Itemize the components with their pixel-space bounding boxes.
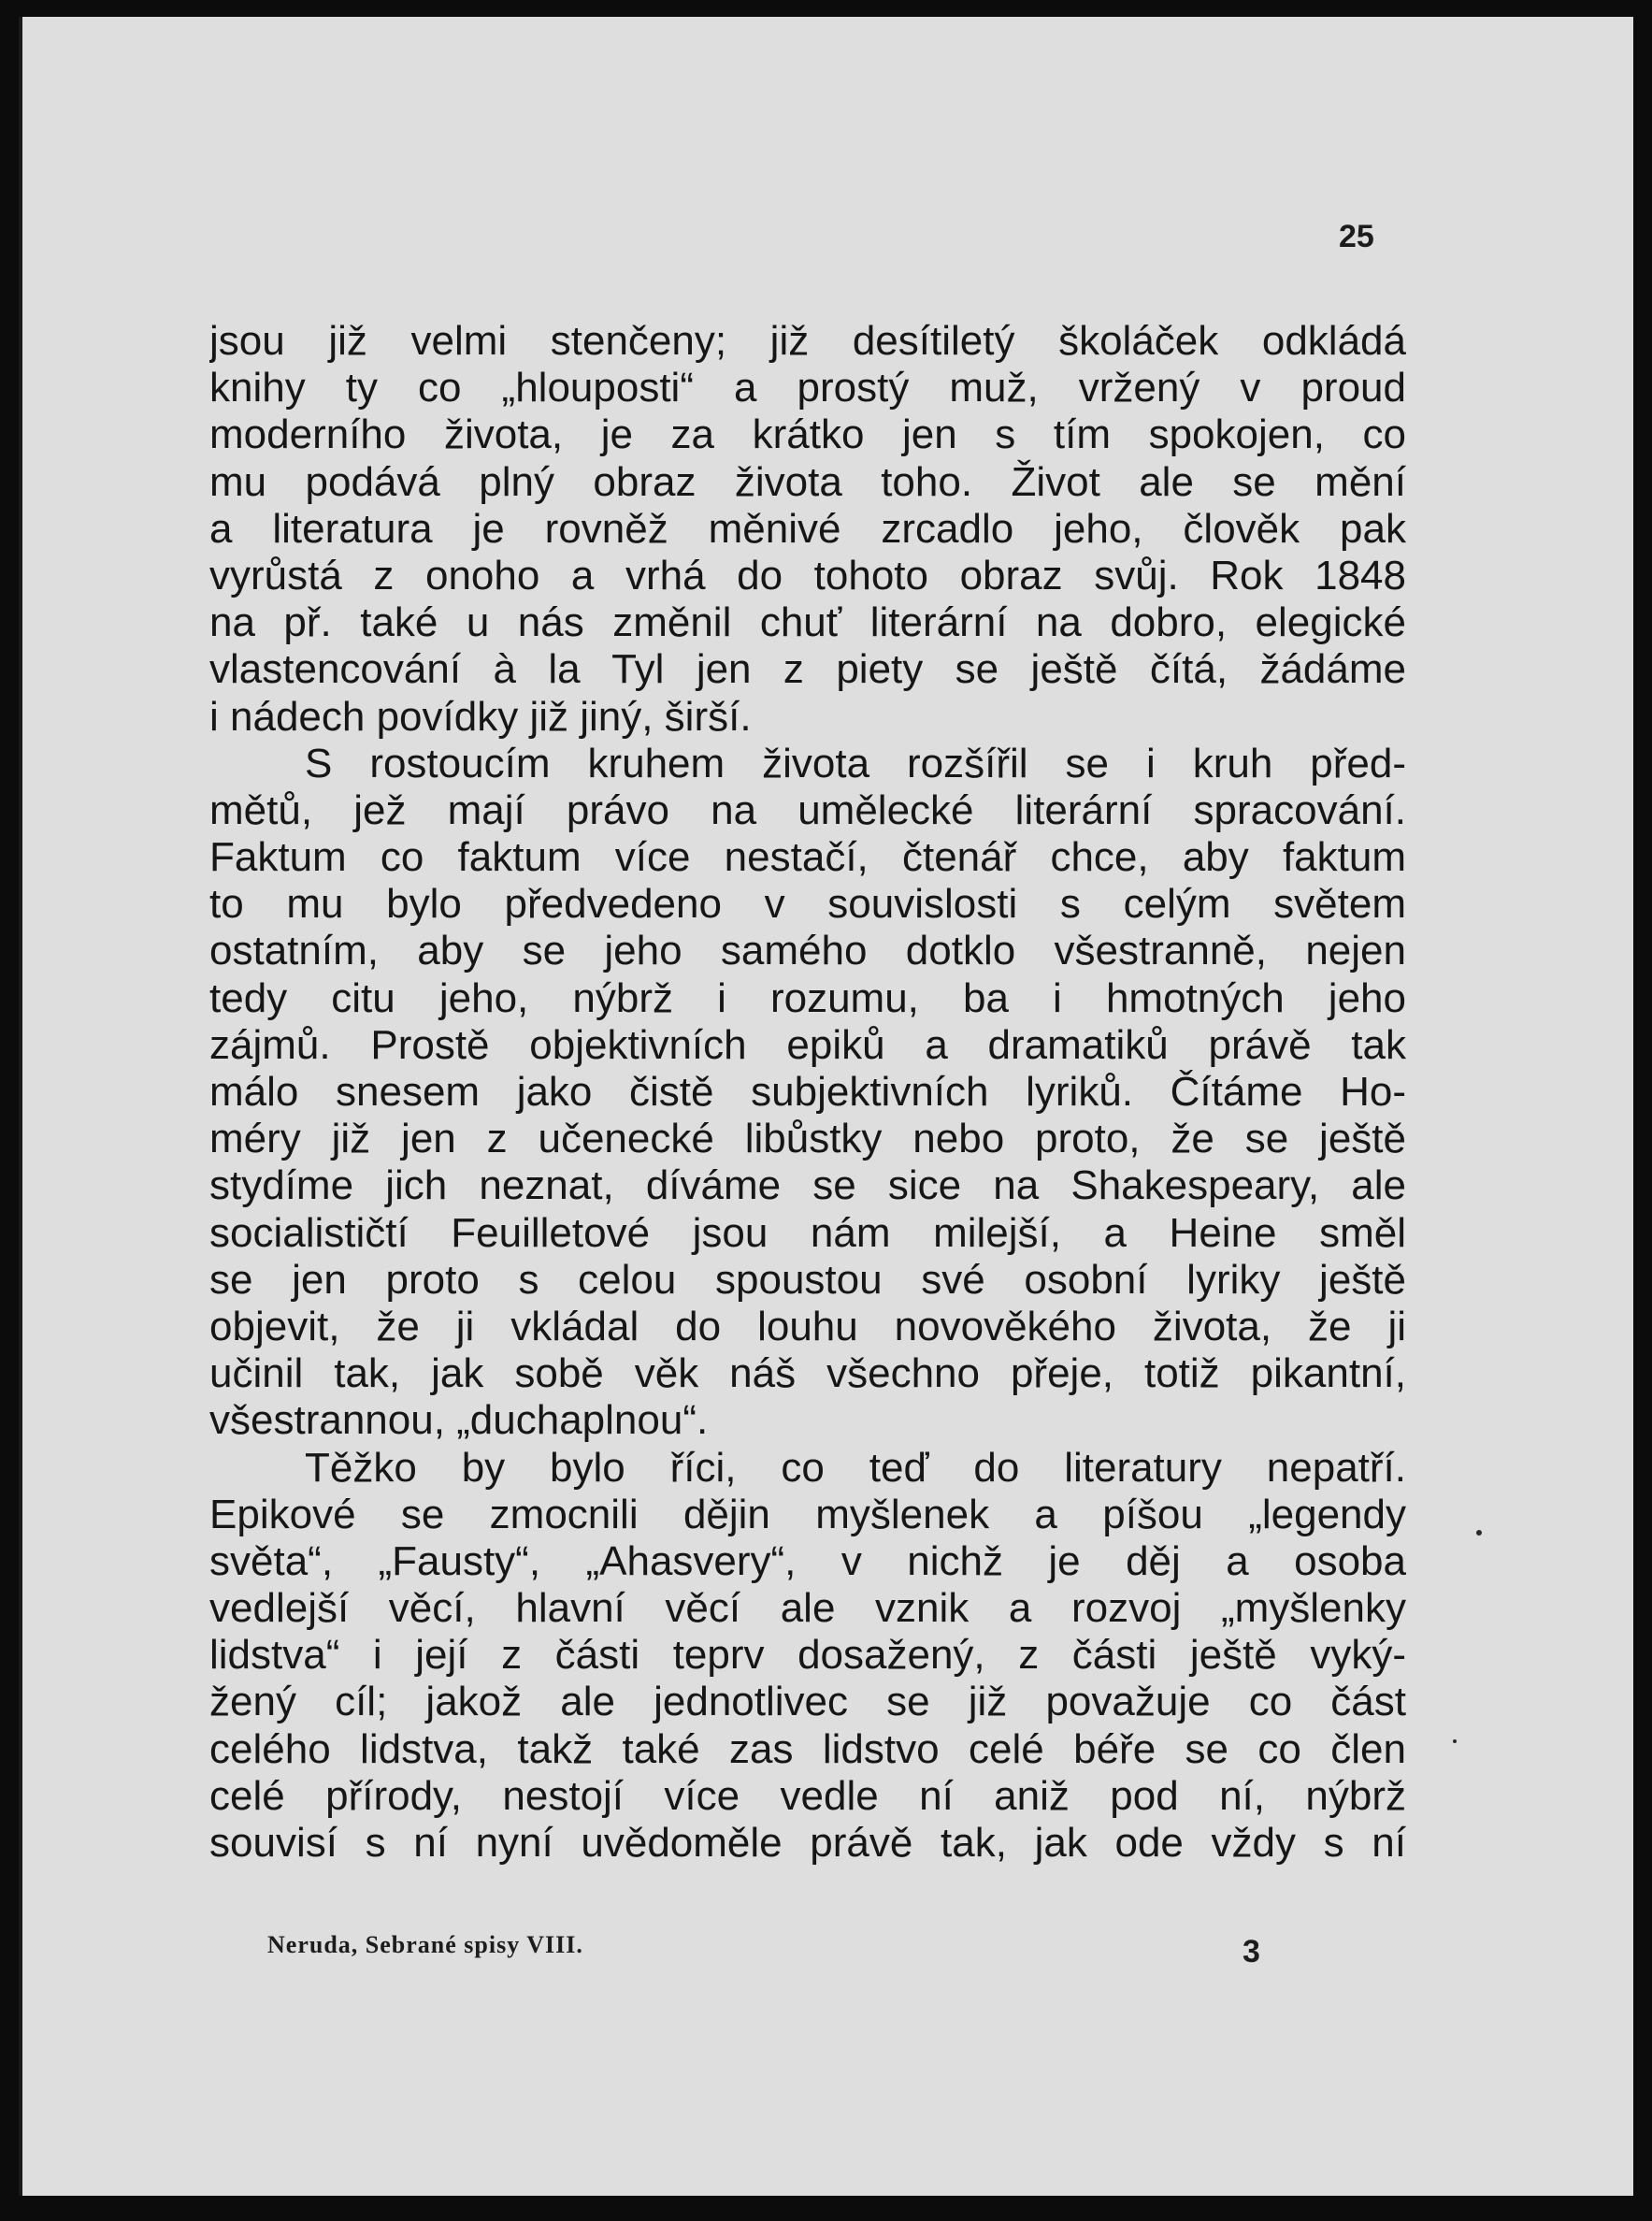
text-line: žený cíl; jakož ale jednotlivec se již považuje co část — [209, 1679, 1406, 1725]
text-line: zájmů. Prostě objektivních epiků a dramatiků právě tak — [209, 1021, 1406, 1068]
text-line: ostatním, aby se jeho samého dotklo všestranně, nejen — [209, 928, 1406, 974]
text-line: i nádech povídky již jiný, širší. — [209, 693, 752, 740]
text-line: knihy ty co „hlouposti“ a prostý muž, vržený v proud — [209, 365, 1406, 411]
text-line: socialističtí Feuilletové jsou nám milejší, a Heine směl — [209, 1209, 1406, 1256]
text-line: jsou již velmi stenčeny; již desítiletý školáček odkládá — [209, 318, 1406, 364]
text-line: S rostoucím kruhem života rozšířil se i kruh před- — [305, 740, 1406, 786]
text-line: objevit, že ji vkládal do louhu novověkého života, že ji — [209, 1303, 1406, 1349]
text-line: stydíme jich neznat, díváme se sice na Shakespeary, ale — [209, 1162, 1406, 1209]
text-line: všestrannou, „duchaplnou“. — [209, 1397, 709, 1444]
text-line: a literatura je rovněž měnivé zrcadlo jeho, člověk pak — [209, 505, 1406, 552]
text-line: celého lidstva, takž také zas lidstvo celé béře se co člen — [209, 1725, 1406, 1772]
body-text — [209, 318, 1406, 1867]
text-line: Těžko by bylo říci, co teď do literatury nepatří. — [305, 1444, 1406, 1491]
text-line: vlastencování à la Tyl jen z piety se ještě čítá, žádáme — [209, 646, 1406, 693]
text-line: mětů, jež mají právo na umělecké literární spracování. — [209, 786, 1406, 833]
margin-speck — [1476, 1530, 1482, 1536]
text-line: celé přírody, nestojí více vedle ní aniž pod ní, nýbrž — [209, 1772, 1406, 1819]
sheet-number: 3 — [1243, 1934, 1260, 1969]
text-line: málo snesem jako čistě subjektivních lyriků. Čítáme Ho- — [209, 1069, 1406, 1115]
signature-mark: Neruda, Sebrané spisy VIII. — [267, 1931, 583, 1958]
text-line: vedlejší věcí, hlavní věcí ale vznik a rozvoj „myšlenky — [209, 1585, 1406, 1632]
text-line: učinil tak, jak sobě věk náš všechno přeje, totiž pikantní, — [209, 1350, 1406, 1397]
text-line: lidstva“ i její z části teprv dosažený, z části ještě vyký- — [209, 1632, 1406, 1679]
text-line: na př. také u nás změnil chuť literární na dobro, elegické — [209, 599, 1406, 646]
text-line: světa“, „Fausty“, „Ahasvery“, v nichž je děj a osoba — [209, 1537, 1406, 1584]
text-line: Epikové se zmocnili dějin myšlenek a píšou „legendy — [209, 1491, 1406, 1537]
text-line: tedy citu jeho, nýbrž i rozumu, ba i hmotných jeho — [209, 974, 1406, 1021]
text-line: souvisí s ní nyní uvědoměle právě tak, jak ode vždy s ní — [209, 1820, 1406, 1866]
book-page — [19, 17, 1633, 2196]
text-line: to mu bylo předvedeno v souvislosti s celým světem — [209, 881, 1406, 928]
page-number: 25 — [1339, 219, 1374, 254]
text-line: se jen proto s celou spoustou své osobní lyriky ještě — [209, 1256, 1406, 1303]
text-line: vyrůstá z onoho a vrhá do tohoto obraz svůj. Rok 1848 — [209, 552, 1406, 599]
text-line: moderního života, je za krátko jen s tím spokojen, co — [209, 411, 1406, 458]
text-line: Faktum co faktum více nestačí, čtenář chce, aby faktum — [209, 834, 1406, 881]
text-line: méry již jen z učenecké libůstky nebo proto, že se ještě — [209, 1116, 1406, 1162]
text-line: mu podává plný obraz života toho. Život ale se mění — [209, 458, 1406, 505]
margin-speck — [1453, 1739, 1457, 1743]
